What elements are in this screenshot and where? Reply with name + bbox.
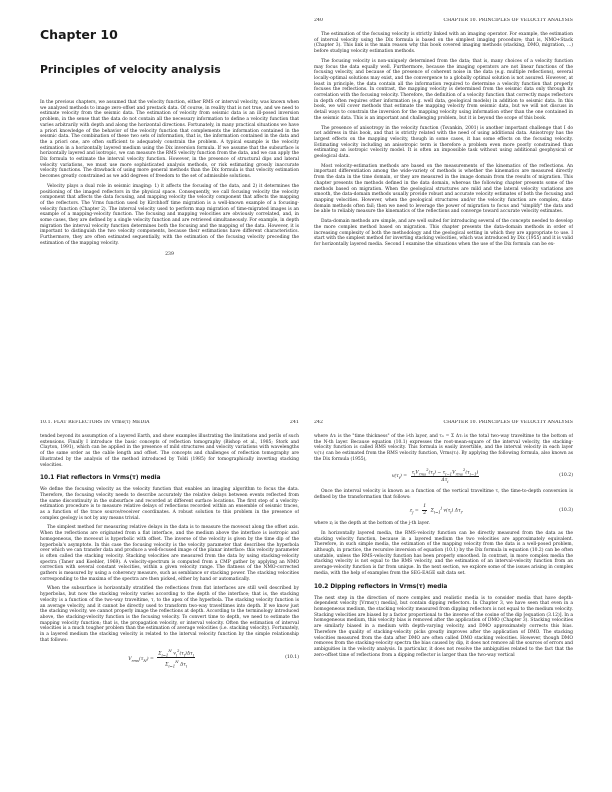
- equation-body: $z_j$ = $\frac{1}{2}$ $\Sigma_{i=1}^j$ $v(\tau_i)$ $\Delta\tau_i$,: [409, 504, 464, 517]
- section-heading: 10.1 Flat reflectors in Vrms(τ) media: [40, 475, 161, 482]
- paragraph: In horizontally layered media, the RMS-velocity function can be directly measured from the data as the stacking velocity function, because in a layered medium the two velocities are approximately equivalent. Therefore, in such simple media, the estimation of the mapping velocity from the data is a well-posed problem, although, in practice, the recursive inversion of equation (10.1) by the Dix formula in equation (10.2) can be often unstable, unless the RMS-velocity function has been properly smoothed. In contrast, in more complex media the stacking velocity is not equal to the RMS velocity, and the estimation of an interval-velocity function from an average-velocity function is far from unique. In the next section, we explore some of the issues arising in complex media, with the help of examples from the SEG-EAGE salt data set.: [314, 530, 573, 576]
- header-page-number: 241: [289, 420, 299, 425]
- page-240: [314, 18, 573, 386]
- paragraph: Data-domain methods are simple, and are well suited for introducing several of the concepts needed to develop the more complex method based on migration. This chapter presents the data-domain methods in order of increasing complexity of both the methodology and the geological setting in which they are appropriate to use. I start with the simplest method for inverting stacking velocities, which was introduced by Dix (1955) and it is valid for horizontally layered media. Second I examine the situations when the use of the Dix formula can be ex-: [314, 219, 573, 247]
- paragraph: When the subsurface is horizontally stratified the reflections from flat interfaces are still well described by hyperbolas, but now the stacking velocity varies according to the depth of the interface; that is, the stacking velocity is a function of the two-way traveltime, τ, to the apex of the hyperbola. The stacking velocity function is an average velocity, and it cannot be directly used to transform two-way traveltimes into depth. If we know just the stacking velocity, we cannot properly image the reflections at depth. According to the terminology introduced above, the stacking-velocity function is the focusing velocity. To convert time to depth, we need to estimate the mapping velocity function; that is, the propagation velocity, or interval velocity. Often the estimation of interval velocities is a much tougher problem than the estimation of average velocities (i.e. stacking velocity). Fortunately, in a layered medium the stacking velocity is related to the interval velocity function by the simple relationship that follows:: [40, 586, 299, 643]
- paragraph: Most velocity-estimation methods are based on the measurements of the kinematics of the reflections. An important differentiation among the wide-variety of methods is whether the kinematics are measured directly from the data in the time domain, or they are measured in the image domain from the results of migration. This chapter presents the methods defined in the data domain, whereas the following chapter presents some of the methods based on migration. When the geological structures are mild and the lateral velocity variations are smooth, the data-domain methods usually provide robust and accurate velocity estimates of both the focusing and mapping velocities. However, when the geological structures and/or the velocity function are complex, data-domain methods often fail; then we need to leverage the power of migration to focus and "simplify" the data and be able to reliably measure the kinematics of the reflections and converge toward accurate velocity estimates.: [314, 163, 573, 215]
- page-number: 239: [165, 251, 174, 257]
- equation-10-2: [314, 467, 573, 484]
- equation-tag: (10.2): [559, 472, 573, 478]
- header-chapter: CHAPTER 10. PRINCIPLES OF VELOCITY ANALYSIS: [443, 420, 573, 425]
- paragraph: Velocity plays a dual role in seismic imaging: 1) it affects the focusing of the data, and 2) it determines the positioning of the imaged reflectors in the physical space. Consequently, we call focusing velocity the velocity component that affects the data focusing, and mapping velocity the velocity component that affects the mapping of the reflectors. The Vrms function used by Kirchhoff time migration is a well-known example of a focusing-velocity function (Chapter 2). The interval velocity used to perform map migration of time-migrated images is an example of a mapping-velocity function. The focusing and mapping velocities are obviously correlated, and, in some cases, they are defined by a single velocity function and are retrieved simultaneously. For example, in depth migration the interval velocity function determines both the focusing and the mapping of the data. However, it is important to distinguish the two velocity components, because their estimations have different characteristics. Furthermore, they are often estimated sequentially, with the estimation of the focusing velocity preceding the estimation of the mapping velocity.: [40, 183, 299, 246]
- section-heading: 10.2 Dipping reflectors in Vrms(τ) media: [314, 583, 448, 590]
- chapter-label: Chapter 10: [40, 27, 118, 42]
- paragraph: The focusing velocity is non-uniquely determined from the data; that is, many choices of a velocity function may focus the data equally well. Furthermore, because the imaging operators are not linear functions of the focusing velocity, and because of the presence of coherent noise in the data (e.g. multiple reflections), several locally-optimal solutions may exist, and the convergence to a globally optimal solution is not assured. However, at least in principle, the data contain all the information required to determine a velocity function that properly focuses the reflections. In contrast, the mapping velocity is determined from the seismic data only through its correlation with the focusing velocity. Therefore, the definition of a velocity function that correctly maps reflectors in depth often requires other information (e.g. well data, geological models) in addition to seismic data. In this book, we will cover methods that estimate the mapping velocity from seismic data, but we will not discuss in detail ways to constrain the inversion for the mapping velocity using information other than the one contained in the seismic data. This is an important and challenging problem, but it is beyond the scope of this book.: [314, 58, 573, 121]
- equation-tag: (10.3): [559, 507, 573, 513]
- chapter-title: Principles of velocity analysis: [40, 63, 221, 76]
- equation-10-1: [40, 648, 299, 669]
- running-header: [40, 420, 299, 425]
- paragraph: We define the focusing velocity as the velocity function that enables an imaging algorithm to focus the data. Therefore, the focusing velocity needs to describe accurately the relative delays between events reflected from the same discontinuity in the subsurface and recorded at different surface locations. The first step of a velocity-estimation procedure is to measure relative delays of reflections recorded within an ensemble of seismic traces, as a function of the trace source/receiver coordinates. A robust solution to this problem in the presence of complex geology is not by any means trivial.: [40, 487, 299, 521]
- header-page-number: 242: [314, 420, 324, 425]
- page-241: [40, 420, 299, 788]
- equation-tag: (10.1): [285, 655, 299, 661]
- header-page-number: 240: [314, 18, 324, 23]
- page-242: [314, 420, 573, 788]
- paragraph: The presence of anisotropy in the velocity function (Tsvankin, 2001) is another important challenge that I do not address in this book, and that is strictly related with the need of using additional data. Anisotropy has the largest effects on the mapping velocity, though in some cases, it has some effects on the focusing velocity. Estimating velocity including an anisotropic term is therefore a problem even more poorly constrained than estimating an isotropic velocity model. It is often an impossible task without using additional geophysical or geological data.: [314, 125, 573, 160]
- paragraph: where Δτᵢ is the "time thickness" of the i-th layer, and τₙ = Σ Δτᵢ is the total two-way traveltime to the bottom of the N-th layer. Because equation (10.1) expresses the root-mean-square of the interval velocity, the stacking-velocity function is called RMS velocity. This formula is easily invertible, and the interval velocity in each layer vᵢ(τᵢ) can be estimated from the RMS velocity function, Vrms(τᵢ). By applying the following formula, also known as the Dix formula (1955),: [314, 434, 573, 462]
- paragraph: The next step in the direction of more complex and realistic media is to consider media that have depth-dependent velocity [Vrms(τ) media], but contain dipping reflectors. In Chapter 3, we have seen that even in a homogeneous medium, the stacking velocity measured from dipping reflectors is not equal to the medium velocity. Stacking velocities are biased by a factor proportional to the inverse of the cosine of the dip [equation (3.12)]. In a homogeneous medium, this velocity bias is removed after the application of DMO (Chapter 3). Stacking velocities are similarly biased in a medium with depth-varying velocity, and DMO approximately corrects this bias. Therefore the quality of stacking-velocity picks greatly improves after the application of DMO. The stacking velocities measured from the data after DMO are often called DMO stacking velocities. However, though DMO removes from the stacking-velocity spectra the bias caused by dip, it does not remove all the sources of errors and ambiguities in the velocity analysis. In particular, it does not resolve the ambiguities related to the fact that the zero-offset time of reflections from a dipping reflector is larger than the two-way vertical: [314, 595, 573, 658]
- paragraph: In the previous chapters, we assumed that the velocity function, either RMS or interval velocity, was known when we analyzed methods to image zero-offset and prestack data. Of course, in reality that is not true, and we need to estimate velocity from the seismic data. The estimation of velocity from seismic data is an ill-posed inversion problem, in the sense that the data do not contain all the necessary information to define a velocity function that varies arbitrarily with depth and along the horizontal directions. Fortunately, in many practical situations we have a priori knowledge of the behavior of the velocity function that complements the information contained in the seismic data. The combination of these two sets of information, that is, the information contained in the data and the a priori one, are often sufficient to adequately constrain the problem. A typical example is the velocity estimation in a horizontally layered medium using the Dix inversion formula. If we assume that the subsurface is horizontally layered and isotropic, we can measure the RMS velocity function from the data, and we can apply the Dix formula to estimate the interval velocity function. However, in the presence of structural dips and lateral velocity variations, we must use more sophisticated analysis methods, or risk estimating grossly inaccurate velocity functions. The drawback of using more general methods than the Dix formula is that velocity estimation becomes greatly constrained as we add degrees of freedom to the set of admissible solutions.: [40, 100, 299, 180]
- equation-body: $V_{rms}(\tau_N)$ = $\frac{\Sigma_{i=1}^N v_i^2(\tau_i)\Delta\tau_i}{\Sigma_{i=1}^N \Delta\tau_i}$: [128, 647, 194, 669]
- running-header: [314, 420, 573, 425]
- page-239: [40, 18, 299, 386]
- paragraph: Once the interval velocity is known as a function of the vertical traveltime τ, the time-to-depth conversion is defined by the transformation that follows:: [314, 488, 573, 500]
- paragraph: where zⱼ is the depth at the bottom of the j-th layer.: [314, 521, 430, 527]
- paragraph: tended beyond its assumption of a layered Earth, and show examples illustrating the limitations and perils of such extensions. Finally I introduce the basic concepts of reflection tomography (Bishop et al., 1985; Stork and Clayton, 1991), which can be applied in the presence of mild structures and velocity variations with wavelengths of the same order as the cable length and offset. The concepts and challenges of reflection tomography are illustrated by the analysis of the method introduced by Toldi (1985) for tomographically inverting stacking velocities.: [40, 434, 299, 468]
- paragraph: The simplest method for measuring relative delays in the data is to measure the moveout along the offset axis. When the reflections are originated from a flat interface, and the medium above the interface is isotropic and homogeneous, the moveout is hyperbolic with offset. The inverse of the velocity is given by the time dip of the hyperbola's asymptote. In this case the focusing velocity is the velocity parameter that describes the hyperbola over which we can transfer data and produce a well-focused image of the planar interface: this velocity parameter is often called the stacking velocity. Stacking velocities are measured from the data by using stacking-velocity spectra (Taner and Koehler, 1969). A velocity-spectrum is computed from a CMP gather by applying an NMO correction with several constant velocities, within a given velocity range. The flatness of the NMO-corrected gathers is measured by using a coherency measure, such as semblance or stacking power. The stacking velocities corresponding to the maxima of the spectra are then picked, either by hand or automatically.: [40, 525, 299, 582]
- equation-body: $v(\tau_i)$ = $\frac{\tau_iV_{rms}^2(\tau_i) - \tau_{i-1}V_{rms}^2(\tau_{i-1})}{\Delta\tau_i}$: [391, 466, 479, 484]
- header-chapter: CHAPTER 10. PRINCIPLES OF VELOCITY ANALYSIS: [443, 18, 573, 23]
- equation-10-3: [314, 504, 573, 516]
- running-header: [314, 18, 573, 23]
- paragraph: The estimation of the focusing velocity is strictly linked with an imaging operator. For example, the estimation of interval velocity using the Dix formula is based on the simplest imaging procedure; that is, NMO+Stack (Chapter 3). This link is the main reason why this book covered imaging methods (stacking, DMO, migration, ...) before studying velocity estimation methods.: [314, 32, 573, 55]
- header-section: 10.1. FLAT REFLECTORS IN Vrms(τ) MEDIA: [40, 420, 150, 425]
